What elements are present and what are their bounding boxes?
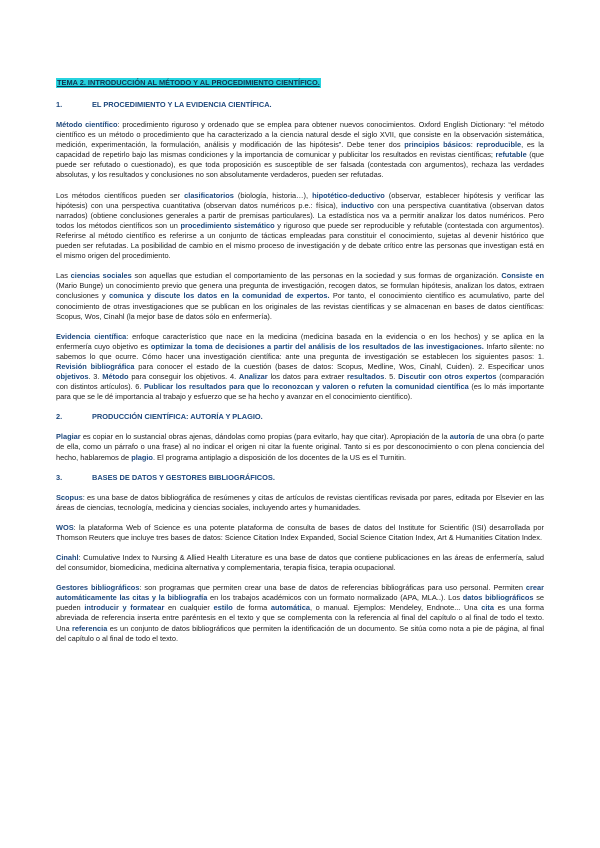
paragraph-text: . 3. [88, 372, 103, 382]
paragraph-text: y riguroso que puede ser reproducible y refutable (contestada con argumentos). Referirse al método científico es referirse a un conjunto de tácticas empleadas para constituir el conocimiento, sujetas al devenir histórico que pueden ser refutadas. La posibilidad de cambio en el mismo proceso de investigación y de debate crítico entre las personas que investigan está en el mismo origen del procedimiento. [56, 220, 544, 261]
section-heading-text: BASES DE DATOS Y GESTORES BIBLIOGRÁFICOS. [92, 472, 275, 482]
highlighted-term: Plagiar [56, 432, 81, 442]
highlighted-term: WOS [56, 522, 74, 532]
paragraph-text: : Cumulative Index to Nursing & Allied Health Literature es una base de datos que contiene publicaciones en las áreas de enfermería, salud del consumidor, biomedicina, medicina alternativa y complementaria, terapia física, terapia ocupacional. [56, 553, 544, 573]
paragraph-text: . El programa antiplagio a disposición de los docentes de la US es el Turnitin. [152, 452, 407, 462]
paragraph-text: es un conjunto de datos bibliográficos que permiten la identificación de un documento. Se sitúa como nota a pie de página, al final del capítulo o al final de todo el texto. [56, 623, 544, 643]
highlighted-term: optimizar la toma de decisiones a partir del análisis de los resultados de las investigaciones. [150, 341, 484, 351]
paragraph [56, 493, 544, 513]
paragraph-text: para conocer el estado de la cuestión (bases de datos: Scopus, Medline, Wos, Cinahl, Cuiden). 2. Especificar unos [134, 361, 544, 371]
highlighted-term: estilo [213, 603, 233, 613]
section-heading [56, 100, 544, 110]
paragraph-text: en los trabajos académicos con un formato normalizado (APA, MLA..). Los [207, 593, 463, 603]
paragraph-text: : enfoque característico que nace en la medicina (medicina basada en la evidencia o en los hechos) y se aplica en la enfermería cuyo objetivo es [56, 331, 544, 351]
paragraph-text: Los métodos científicos pueden ser [56, 190, 185, 200]
highlighted-term: Revisión bibliográfica [56, 361, 135, 371]
highlighted-term: datos bibliográficos [462, 593, 534, 603]
section-heading [56, 412, 544, 422]
highlighted-term: Método científico [56, 120, 118, 129]
paragraph-text: (que puede ser refutado o cuestionado), es que toda proposición es susceptible de ser falsada (contestada con argumentos), rechaza las verdades absolutas, y los resultados y conclusiones no son absolutamente verdaderos, pueden ser refutadas. [56, 150, 544, 180]
highlighted-term: Evidencia científica [56, 331, 127, 341]
paragraph [56, 191, 544, 262]
paragraph-text: es una forma abreviada de referencia inserta entre paréntesis en el texto y que se complementa con la referencia al final del capítulo o al final de todo el texto. Una [56, 603, 544, 633]
highlighted-term: plagio [131, 452, 153, 462]
highlighted-term: principios básicos [404, 140, 471, 150]
paragraph-text: de una obra (o parte de ella, como un párrafo o una frase) al no indicar el origen ni citar la fuente original. Tanto si es por desconocimiento o con plena conciencia del hecho, hablaremos de [56, 432, 545, 462]
highlighted-term: autoría [449, 432, 475, 442]
section-heading [56, 473, 544, 483]
section-number: 1. [56, 100, 63, 109]
document-body [56, 100, 544, 644]
highlighted-term: reproducible [476, 140, 522, 150]
highlighted-term: crear automáticamente las citas y la bibliografía [56, 583, 544, 603]
highlighted-term: resultados [346, 372, 385, 382]
paragraph-text: , es la capacidad de repetirlo bajo las mismas condiciones y la importancia de comunicar y publicitar los resultados en revistas científicas; [56, 140, 544, 160]
document-title: TEMA 2. INTRODUCCIÓN AL MÉTODO Y AL PROCEDIMIENTO CIENTÍFICO. [57, 78, 320, 87]
paragraph-text: se pueden [56, 593, 545, 613]
highlighted-term: automática [270, 603, 310, 613]
paragraph-text: es copiar en lo sustancial obras ajenas, dándolas como propias (para evitarlo, hay que citar). Apropiación de la [80, 432, 450, 442]
paragraph [56, 120, 544, 181]
paragraph-text: : es una base de datos bibliográfica de resúmenes y citas de artículos de revistas científicas revisada por pares, editada por Elsevier en las áreas de ciencias, tecnología, medicina y ciencias sociales, incluyendo artes y humanidades. [56, 492, 544, 512]
paragraph-text: (es lo más importante para que se le dé importancia al trabajo y esfuerzo que se ha hecho y avanzar en el conocimiento científico). [56, 382, 544, 402]
paragraph [56, 523, 544, 543]
paragraph-text: con una perspectiva cuantitativa (observan datos narrados) (obtiene conclusiones generales a partir de premisas particulares). La estadística nos va a permitir analizar los datos numéricos. Pero todos los métodos científicos son un [56, 200, 544, 230]
highlighted-term: clasificatorios [184, 190, 234, 200]
paragraph-text: (observar, establecer hipótesis y verificar las hipótesis) con una perspectiva cuantitativa (observan datos numéricos p.e.: física), [56, 190, 545, 210]
highlighted-term: Scopus [56, 492, 83, 502]
paragraph-text: son aquellas que estudian el comportamiento de las personas en la sociedad y sus formas de organización. [131, 271, 502, 281]
paragraph-text: . 5. [384, 372, 399, 382]
paragraph-text: (comparación con distintos artículos). 6. [56, 372, 545, 392]
section-number: 2. [56, 412, 63, 422]
paragraph [56, 332, 544, 403]
highlighted-term: procedimiento sistemático [180, 220, 275, 230]
paragraph [56, 553, 544, 573]
paragraph [56, 271, 544, 321]
section-heading-text: PRODUCCIÓN CIENTÍFICA: AUTORÍA Y PLAGIO. [92, 412, 263, 422]
section-number: 3. [56, 472, 63, 482]
highlighted-term: cita [481, 603, 494, 613]
highlighted-term: Analizar [238, 372, 268, 382]
highlighted-term: referencia [71, 623, 108, 633]
paragraph-text: : [470, 140, 477, 150]
highlighted-term: Cinahl [56, 553, 79, 562]
highlighted-term: objetivos [56, 372, 89, 382]
paragraph [56, 432, 544, 462]
paragraph-text: para conseguir los objetivos. 4. [128, 372, 239, 382]
highlighted-term: Publicar los resultados para que lo reconozcan y valoren o refuten la comunidad científica [143, 382, 469, 392]
paragraph-text: (biología, historia…), [233, 190, 313, 200]
highlighted-term: ciencias sociales [70, 271, 132, 281]
highlighted-term: Discutir con otros expertos [398, 372, 497, 382]
paragraph-text: : la plataforma Web of Science es una potente plataforma de consulta de bases de datos del Institute for Scientific (ISI) desarrollada por Thomson Reuters que incluye tres bases de datos: Science Citation Index Expanded, Social Science Citation Index, Art & Humanities Citation Index. [56, 522, 544, 542]
paragraph [56, 583, 544, 644]
highlighted-term: Consiste en [501, 271, 544, 281]
paragraph-text: : procedimiento riguroso y ordenado que se emplea para obtener nuevos conocimientos. Oxford English Dictionary: “el método científico es un método o procedimiento que ha caracterizado a la ciencia natural desde el siglo XVII, que consiste en la observación sistemática, medición, experimentación, la formulación, análisis y modificación de las hipótesis”. Debe tener dos [56, 120, 544, 150]
highlighted-term: refutable [495, 150, 527, 160]
paragraph-text: de forma [232, 603, 271, 613]
paragraph-text: : son programas que permiten crear una base de datos de referencias bibliográficas para uso personal. Permiten [139, 583, 526, 593]
highlighted-term: comunica y discute los datos en la comunidad de expertos. [109, 291, 330, 301]
paragraph-text: los datos para extraer [267, 372, 347, 382]
paragraph-text: , o manual. Ejemplos: Mendeley, Endnote... Una [309, 603, 482, 613]
paragraph-text: en cualquier [164, 603, 214, 613]
highlighted-term: introducir y formatear [84, 603, 165, 613]
paragraph-text: Las [56, 271, 71, 281]
highlighted-term: Método [102, 372, 129, 382]
paragraph-text: Por tanto, el conocimiento científico es acumulativo, parte del conocimiento de otras investigaciones que se publican en los originales de las revistas científicas y se almacenan en bases de datos científicas: Scopus, Wos, Cinahl (la mejor base de datos sólo en enfermería). [56, 291, 544, 321]
paragraph-text: Infarto silente: no sabemos lo que ocurre. Cómo hacer una investigación científica: ante una pregunta de investigación se establecen los siguientes pasos: 1. [56, 341, 545, 361]
section-heading-text: EL PROCEDIMIENTO Y LA EVIDENCIA CIENTÍFICA. [92, 100, 272, 109]
highlighted-term: hipotético-deductivo [312, 190, 385, 200]
highlighted-term: inductivo [341, 200, 374, 210]
highlighted-term: Gestores bibliográficos [56, 583, 140, 593]
paragraph-text: (Mario Bunge) un conocimiento previo que genera una pregunta de investigación, recogen datos, se formulan hipótesis, analizan los datos, extraen conclusiones y [56, 281, 544, 301]
